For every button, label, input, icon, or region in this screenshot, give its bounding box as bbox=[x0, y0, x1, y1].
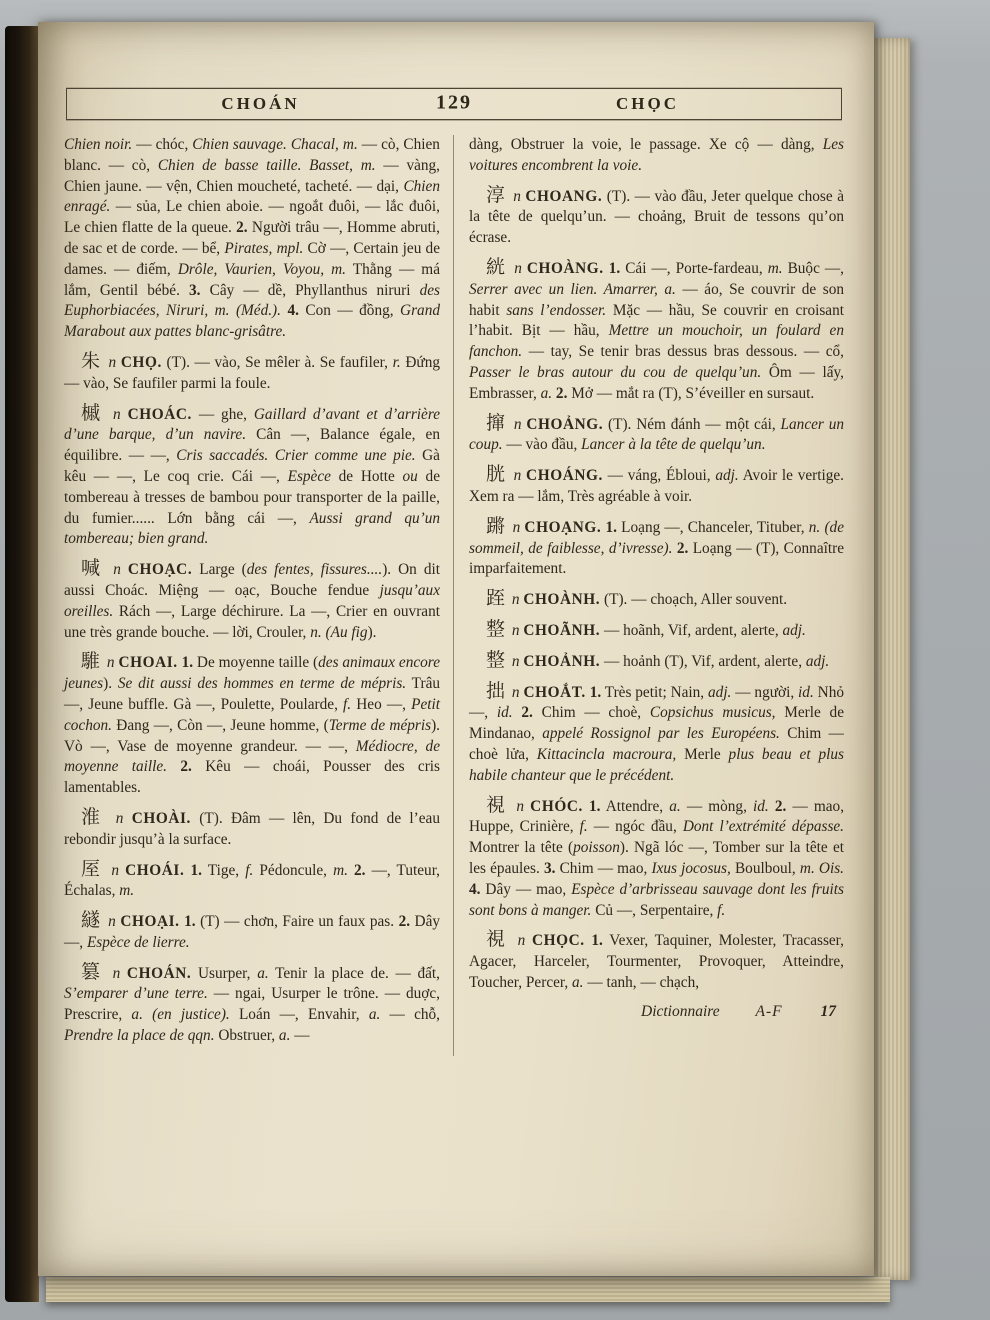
dictionary-entry bbox=[64, 401, 441, 551]
text-run: 1. bbox=[584, 932, 603, 950]
text-run: des animaux encore jeunes bbox=[64, 654, 440, 693]
text-run: Boulboul, bbox=[730, 859, 800, 877]
text-run: des fentes, fissures.... bbox=[246, 561, 383, 579]
text-run: — áo, Se couvrir de son habit bbox=[469, 280, 844, 319]
text-run: Chim — mao, bbox=[555, 859, 652, 877]
text-run: Pirates, mpl. bbox=[224, 239, 304, 257]
text-run: Cris saccadés. Crier comme une pie. bbox=[176, 447, 416, 465]
dictionary-entry bbox=[64, 559, 440, 643]
text-run: 1. bbox=[603, 259, 621, 277]
text-run: Loạng —, Chanceler, Tituber, bbox=[616, 518, 809, 536]
headword: CHOẮT. bbox=[523, 683, 586, 701]
text-run: 2. bbox=[552, 384, 568, 402]
text-run: — sủa, Le chien aboie. — ngoắt đuôi, — lắc đuôi, Le chien flatte de la queue. bbox=[64, 198, 440, 237]
text-run: Serrer avec un lien. Amarrer, a. bbox=[469, 280, 676, 298]
headword: CHOAI. bbox=[118, 654, 178, 672]
dictionary-entry bbox=[64, 911, 440, 954]
text-run: — hoảnh (T), Vif, ardent, alerte, bbox=[600, 652, 806, 670]
text-run: Rách —, Large déchirure. La —, Crier en ouvrant une très grande bouche. — lời, Crouler, bbox=[64, 602, 440, 641]
part-of-speech-marker: n bbox=[508, 621, 524, 639]
cjk-character: 朱 bbox=[81, 349, 101, 372]
text-run: 4. bbox=[469, 880, 481, 898]
text-run: Loạng — (T), Connaître imparfaitement. bbox=[469, 539, 844, 578]
text-run: Très petit; Nain, bbox=[601, 683, 709, 701]
text-run: Espèce bbox=[287, 467, 331, 485]
text-run: Obstruer, bbox=[214, 1027, 279, 1045]
text-run: Prendre la place de qqn. bbox=[64, 1027, 215, 1045]
part-of-speech-marker: n bbox=[103, 353, 121, 371]
text-run: f. bbox=[343, 695, 352, 713]
dictionary-entry bbox=[469, 255, 844, 405]
text-run: Gaillard d’avant et d’arrière d’une barque, d’un navire. bbox=[64, 405, 440, 444]
text-run: Chim — choè lửa, bbox=[469, 725, 844, 763]
cjk-character: 整 bbox=[486, 617, 506, 640]
text-run: Aussi grand qu’un tombereau; bien grand. bbox=[64, 509, 441, 548]
text-run: Tige, bbox=[201, 861, 246, 879]
text-run: n. (Au fig bbox=[310, 623, 368, 641]
text-run: Dây —, bbox=[64, 913, 441, 951]
cjk-character: 厔 bbox=[81, 857, 103, 880]
part-of-speech-marker: n bbox=[508, 467, 527, 485]
text-run: (T). — vào, Se mêler à. Se faufiler, bbox=[161, 353, 393, 371]
text-run: adj. bbox=[715, 467, 739, 485]
dictionary-entry bbox=[64, 652, 440, 799]
cjk-character: 絖 bbox=[486, 255, 507, 278]
cjk-character: 整 bbox=[486, 648, 506, 671]
text-run: 2. bbox=[236, 219, 248, 237]
text-run: — chóc, bbox=[132, 136, 193, 153]
part-of-speech-marker: n bbox=[509, 259, 527, 277]
text-run: Ixus jocosus, bbox=[651, 859, 731, 877]
cjk-character: 蹡 bbox=[486, 514, 506, 537]
headword: CHOÁNG. bbox=[526, 467, 603, 485]
dictionary-entry bbox=[64, 857, 441, 903]
text-run: Médiocre, de moyenne taille. bbox=[64, 737, 440, 776]
headword: CHOÁN. bbox=[126, 964, 192, 982]
text-run: f. bbox=[579, 818, 588, 836]
text-run: Đứng — vào, Se faufiler parmi la foule. bbox=[64, 353, 440, 392]
running-head bbox=[66, 88, 842, 120]
text-run: Đang —, Còn —, Jeune homme, ( bbox=[112, 716, 329, 734]
text-run: 2. bbox=[768, 797, 787, 815]
text-run: a. bbox=[278, 1027, 291, 1045]
text-run: 1. bbox=[184, 861, 202, 879]
text-run: 2. bbox=[167, 758, 192, 776]
cjk-character: 騅 bbox=[81, 650, 101, 673]
text-run: — ngai, Usurper le trône. — duợc, Prescrire, bbox=[64, 985, 440, 1024]
text-run: Vexer, Taquiner, Molester, Tracasser, Agacer, Harceler, Tourmenter, Provoquer, Atteindre, Toucher, Percer, bbox=[469, 932, 844, 991]
text-run: Espèce de lierre. bbox=[86, 933, 190, 951]
signature-line bbox=[469, 1003, 844, 1021]
headword: CHOÀNH. bbox=[523, 591, 601, 609]
text-run: Cái —, Porte-fardeau, bbox=[620, 259, 768, 277]
text-run: — váng, Ébloui, bbox=[602, 467, 716, 485]
text-run: sans l’endosser. bbox=[506, 301, 607, 319]
headword: CHỌ. bbox=[120, 353, 162, 371]
text-run: Les voitures encombrent la voie. bbox=[469, 136, 844, 174]
text-run: Grand Marabout aux pattes blanc-grisâtre. bbox=[64, 302, 440, 341]
text-run: Petit cochon. bbox=[64, 695, 440, 734]
text-run: jusqu’aux oreilles. bbox=[64, 581, 440, 620]
page-number: 129 bbox=[436, 91, 472, 114]
text-run: — tay, Se tenir bras dessus bras dessous. — cổ, bbox=[522, 343, 844, 361]
dictionary-entry bbox=[469, 465, 844, 508]
text-run: 2. bbox=[672, 539, 689, 557]
part-of-speech-marker: n bbox=[106, 405, 128, 423]
signature-title: Dictionnaire bbox=[641, 1002, 720, 1020]
text-run: a. (en justice). bbox=[131, 1006, 230, 1024]
cjk-character: 跮 bbox=[486, 587, 506, 610]
cjk-character: 胱 bbox=[486, 463, 506, 486]
headword: CHOẠC. bbox=[127, 561, 193, 579]
dictionary-entry bbox=[469, 183, 844, 249]
text-run: de tombereau à tresses de bambou pour transporter de la paille, du fumier...... Lớn bằng cái —, bbox=[64, 467, 440, 527]
part-of-speech-marker: n bbox=[510, 797, 531, 815]
text-run: Usurper, bbox=[191, 964, 258, 982]
text-run: adj. bbox=[782, 621, 806, 639]
text-run: a. bbox=[669, 797, 681, 815]
text-run: — cò, Chien blanc. — cò, bbox=[64, 136, 440, 174]
text-run: — ghe, bbox=[191, 405, 254, 423]
text-run: Chien enragé. bbox=[64, 177, 440, 216]
headword: CHOANG. bbox=[525, 187, 603, 205]
continuation-paragraph bbox=[64, 135, 440, 343]
text-run: r. bbox=[392, 353, 401, 371]
column-left-wrap bbox=[64, 135, 454, 1056]
part-of-speech-marker: n bbox=[106, 561, 128, 579]
text-run: adj. bbox=[708, 683, 732, 701]
book-gutter-shadow bbox=[5, 26, 39, 1302]
text-run: Copsichus musicus, bbox=[649, 704, 776, 722]
cjk-character: 視 bbox=[486, 793, 508, 816]
text-run: Pédoncule, bbox=[253, 861, 334, 879]
text-run: Montrer la tête ( bbox=[469, 839, 574, 857]
text-run: Mettre un mouchoir, un foulard en fanchon. bbox=[469, 322, 844, 361]
text-run: ). bbox=[367, 623, 377, 641]
headword: CHỌC. bbox=[531, 932, 585, 950]
text-run: Dont l’extrémité dépasse. bbox=[682, 818, 845, 836]
text-run: dàng, Obstruer la voie, le passage. Xe cộ — dàng, bbox=[469, 136, 823, 153]
headword: CHOẠNG. bbox=[524, 518, 602, 536]
dictionary-entry bbox=[469, 679, 844, 787]
text-run: 2. bbox=[398, 913, 411, 931]
text-run: a. bbox=[540, 384, 553, 402]
text-run: Kittacincla macroura, bbox=[536, 745, 677, 763]
headword: CHOÀI. bbox=[131, 809, 191, 827]
cjk-character: 喊 bbox=[81, 557, 104, 580]
text-run: Se dit aussi des hommes en terme de mépris. bbox=[117, 675, 407, 693]
text-run: (T). — choạch, Aller souvent. bbox=[600, 591, 788, 609]
page-stack-right-edge bbox=[874, 38, 910, 1280]
text-run: ). bbox=[103, 675, 118, 693]
text-run: m. Ois. bbox=[799, 859, 844, 877]
headword: CHOẠI. bbox=[120, 913, 180, 931]
dictionary-entry bbox=[469, 514, 844, 580]
text-run: Trâu —, Jeune buffle. Gà —, Poulette, Poularde, bbox=[64, 675, 441, 713]
dictionary-page bbox=[38, 22, 874, 1276]
headword: CHOÀNG. bbox=[526, 259, 604, 277]
cjk-character: 撺 bbox=[486, 411, 507, 434]
running-head-left: CHOÁN bbox=[221, 94, 300, 113]
text-run: Lancer un coup. bbox=[469, 415, 844, 454]
text-run: Merle de Mindanao, bbox=[469, 704, 844, 743]
dictionary-entry bbox=[469, 648, 844, 673]
text-run: Cân —, Balance égale, en équilibre. — —, bbox=[64, 426, 440, 465]
dictionary-entry bbox=[64, 960, 441, 1047]
text-run: Large ( bbox=[192, 561, 247, 579]
dictionary-entry bbox=[469, 617, 844, 642]
column-left bbox=[64, 135, 440, 1047]
text-run: Heo —, bbox=[351, 695, 412, 713]
text-run: 3. bbox=[189, 281, 201, 299]
text-run: Mặc — hầu, Se couvrir en croisant l’habit. Bịt — hầu, bbox=[469, 301, 844, 340]
column-right-wrap bbox=[454, 135, 844, 1056]
text-run: — mao, Huppe, Crinière, bbox=[469, 797, 845, 836]
headword: CHÓC. bbox=[530, 797, 583, 815]
text-run: ). Ngã lóc —, Tomber sur la tête et les épaules. bbox=[469, 839, 844, 877]
text-run: Ôm — lấy, Embrasser, bbox=[469, 363, 844, 402]
text-run: f. bbox=[717, 901, 726, 919]
text-run: — hoãnh, Vif, ardent, alerte, bbox=[600, 621, 783, 639]
part-of-speech-marker: n bbox=[510, 932, 532, 950]
text-run: id. bbox=[496, 704, 513, 722]
part-of-speech-marker: n bbox=[508, 187, 526, 205]
text-run: Thằng — má lắm, Gentil bébé. bbox=[64, 260, 440, 299]
text-run: (T). — vào đầu, Jeter quelque chose à la tête de quelqu’un. — choảng, Bruit de tessons qu’on écrase. bbox=[469, 187, 844, 247]
text-run: Cờ —, Certain jeu de dames. — điếm, bbox=[64, 239, 440, 278]
part-of-speech-marker: n bbox=[509, 415, 527, 433]
cjk-character: 淳 bbox=[486, 183, 506, 206]
text-run: f. bbox=[245, 861, 254, 879]
text-run: m. bbox=[767, 259, 783, 277]
text-run: Kêu — choái, Pousser des cris lamentables. bbox=[64, 758, 440, 797]
text-run: m. bbox=[119, 882, 135, 900]
part-of-speech-marker: n bbox=[508, 683, 524, 701]
text-run: 1. bbox=[585, 683, 602, 701]
text-run: Passer le bras autour du cou de quelqu’un. bbox=[469, 363, 762, 381]
page-content bbox=[38, 22, 874, 1276]
part-of-speech-marker: n bbox=[103, 913, 121, 931]
signature-page-number: 17 bbox=[820, 1002, 836, 1020]
text-run: Drôle, Vaurien, Voyou, m. bbox=[177, 260, 347, 278]
text-run: Chien sauvage. Chacal, m. bbox=[192, 136, 358, 153]
signature-volume: A-F bbox=[755, 1002, 783, 1020]
dictionary-entry bbox=[469, 930, 844, 993]
text-run: appelé Rossignol par les Européens. bbox=[542, 725, 780, 743]
text-run: Nhỏ —, bbox=[469, 683, 844, 722]
text-run: 3. bbox=[543, 859, 556, 877]
cjk-character: 拙 bbox=[486, 679, 506, 702]
text-run: Tenir la place de. — đất, bbox=[268, 964, 441, 982]
text-run: — vào đầu, bbox=[502, 436, 582, 454]
text-run: de Hotte bbox=[330, 467, 403, 485]
cjk-character: 繸 bbox=[81, 909, 101, 932]
text-run: a. bbox=[572, 973, 584, 991]
text-run: Loán —, Envahir, bbox=[229, 1006, 369, 1024]
text-run: — mòng, bbox=[680, 797, 754, 815]
text-run: des Euphorbiacées, Niruri, m. (Méd.). bbox=[64, 281, 441, 320]
part-of-speech-marker: n bbox=[107, 809, 132, 827]
text-run: plus beau et plus habile chanteur que le précédent. bbox=[469, 745, 844, 784]
part-of-speech-marker: n bbox=[508, 591, 524, 609]
text-run: 1. bbox=[601, 518, 617, 536]
text-run: m. bbox=[333, 861, 348, 879]
text-run: Terme de mépris bbox=[328, 716, 432, 734]
text-run: Chien de basse taille. Basset, m. bbox=[157, 156, 376, 174]
cjk-character: 篡 bbox=[81, 960, 103, 983]
headword: CHOẢNH. bbox=[523, 652, 601, 670]
text-run: ). On dit aussi Choác. Miệng — oạc, Bouche fendue bbox=[64, 561, 440, 599]
text-run: S’emparer d’une terre. bbox=[64, 985, 208, 1003]
part-of-speech-marker: n bbox=[508, 652, 524, 670]
text-run: adj. bbox=[805, 652, 830, 670]
running-head-right: CHỌC bbox=[616, 94, 679, 113]
text-run: Avoir le vertige. Xem ra — lắm, Très agréable à voir. bbox=[469, 467, 844, 505]
text-run: Con — đồng, bbox=[298, 302, 401, 320]
dictionary-entry bbox=[469, 589, 844, 611]
text-run: 1. bbox=[582, 797, 601, 815]
text-run: n. (de sommeil, de faiblesse, d’ivresse). bbox=[469, 518, 844, 557]
text-run: ). Vò —, Vase de moyenne grandeur. — —, bbox=[64, 716, 440, 755]
dictionary-entry bbox=[469, 793, 845, 922]
text-run: (T). Ném đánh — một cái, bbox=[603, 415, 781, 433]
part-of-speech-marker: n bbox=[105, 861, 126, 879]
cjk-character: 視 bbox=[486, 928, 508, 951]
text-run: —, Tuteur, Échalas, bbox=[64, 861, 441, 900]
text-run: Người trâu —, Homme abruti, de sac et de corde. — bể, bbox=[64, 219, 440, 257]
dictionary-entry bbox=[469, 411, 844, 457]
text-run: 2. bbox=[347, 861, 366, 879]
part-of-speech-marker: n bbox=[103, 654, 119, 672]
text-run: a. bbox=[257, 964, 269, 982]
text-run: 2. bbox=[512, 704, 533, 722]
text-run: 1. bbox=[177, 654, 194, 672]
text-run: — người, bbox=[731, 683, 799, 701]
text-run: Merle bbox=[676, 745, 729, 763]
headword: CHOẢNG. bbox=[526, 415, 604, 433]
text-run: — tanh, — chạch, bbox=[583, 973, 700, 991]
cjk-character: 槭 bbox=[81, 401, 104, 424]
text-run: a. bbox=[368, 1006, 381, 1024]
cjk-character: 淮 bbox=[81, 805, 105, 828]
part-of-speech-marker: n bbox=[508, 518, 525, 536]
text-run: Chien noir. bbox=[64, 136, 133, 153]
text-run: Mở — mắt ra (T), S’éveiller en sursaut. bbox=[567, 384, 815, 402]
text-run: 4. bbox=[287, 302, 299, 320]
text-run: id. bbox=[753, 797, 769, 815]
text-run: Gà kêu — —, Le coq crie. Cái —, bbox=[64, 447, 440, 485]
text-run: — vàng, Chien jaune. — vện, Chien moucheté, tacheté. — dại, bbox=[64, 156, 440, 195]
text-run: Attendre, bbox=[600, 797, 670, 815]
dictionary-entry bbox=[64, 349, 440, 395]
text-run: 1. bbox=[179, 913, 196, 931]
text-run: (T). Đâm — lên, Du fond de l’eau rebondir jusqu’à la surface. bbox=[64, 809, 440, 848]
text-run: (T) — chơn, Faire un faux pas. bbox=[195, 913, 399, 931]
text-run: Dây — mao, bbox=[480, 880, 572, 898]
two-column-text bbox=[64, 135, 844, 1056]
headword: CHOÃNH. bbox=[523, 621, 601, 639]
text-run: Lancer à la tête de quelqu’un. bbox=[581, 436, 766, 454]
text-run: De moyenne taille ( bbox=[193, 654, 319, 672]
headword: CHOÁC. bbox=[127, 405, 192, 423]
text-run: id. bbox=[798, 683, 814, 701]
headword: CHOÁI. bbox=[125, 861, 185, 879]
part-of-speech-marker: n bbox=[105, 964, 127, 982]
text-run: Buộc —, bbox=[782, 259, 844, 277]
continuation-paragraph bbox=[469, 135, 844, 177]
text-run: — ngóc đầu, bbox=[587, 818, 683, 836]
dictionary-entry bbox=[64, 805, 440, 851]
text-run: Chim — choè, bbox=[532, 704, 650, 722]
text-run: poisson bbox=[573, 839, 620, 857]
text-run: ou bbox=[402, 467, 418, 485]
column-right bbox=[469, 135, 844, 994]
text-run: — chỗ, bbox=[380, 1006, 440, 1024]
text-run: Espèce d’arbrisseau sauvage dont les fruits sont bons à manger. bbox=[469, 880, 844, 919]
text-run: Cây — dề, Phyllanthus niruri bbox=[200, 281, 420, 299]
text-run: — bbox=[290, 1027, 310, 1045]
page-stack-bottom-edge bbox=[46, 1277, 890, 1302]
text-run: Củ —, Serpentaire, bbox=[591, 901, 718, 919]
